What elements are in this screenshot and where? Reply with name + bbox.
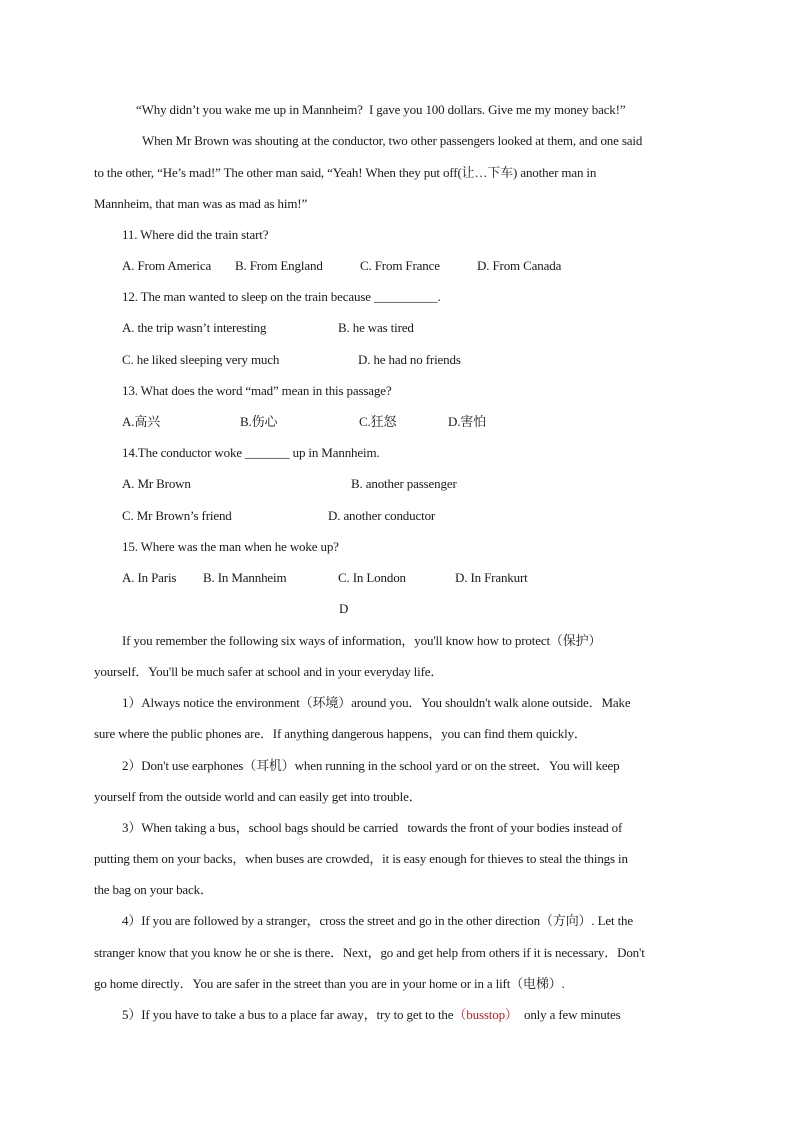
passage-line: 1）Always notice the environment（环境）around you．You shouldn't walk alone outside．Make <box>122 695 631 710</box>
passage-line: When Mr Brown was shouting at the conductor, two other passengers looked at them, and one said <box>142 133 643 148</box>
option-d: D. From Canada <box>477 258 562 273</box>
option-b: B. he was tired <box>338 320 414 335</box>
passage-line: the bag on your back． <box>94 882 213 897</box>
passage-line: stranger know that you know he or she is there．Next，go and get help from others if it is necessary．Don't <box>94 945 645 960</box>
option-b: B.伤心 <box>240 414 278 429</box>
passage-line: Mannheim, that man was as mad as him!” <box>94 196 308 211</box>
option-c: C. From France <box>360 258 440 273</box>
passage-line: “Why didn’t you wake me up in Mannheim? I gave you 100 dollars. Give me my money back!” <box>136 102 626 117</box>
passage-line <box>122 1007 621 1023</box>
option-b: B. From England <box>235 258 323 273</box>
option-d: D.害怕 <box>448 414 487 429</box>
passage-line: yourself from the outside world and can easily get into trouble． <box>94 789 422 804</box>
passage-line: putting them on your backs，when buses are crowded，it is easy enough for thieves to steal the things in <box>94 851 628 866</box>
passage-line: 2）Don't use earphones（耳机）when running in the school yard or on the street．You will keep <box>122 758 620 773</box>
question-stem: 13. What does the word “mad” mean in this passage? <box>122 383 392 398</box>
option-c: C. In London <box>338 570 406 585</box>
passage-line: 3）When taking a bus，school bags should be carried towards the front of your bodies instead of <box>122 820 623 835</box>
question-stem: 15. Where was the man when he woke up? <box>122 539 339 554</box>
question-stem: 11. Where did the train start? <box>122 227 269 242</box>
passage-line: 4）If you are followed by a stranger，cross the street and go in the other direction（方向）. Let the <box>122 913 634 928</box>
section-label: D <box>339 601 349 616</box>
question-stem: 14.The conductor woke _______ up in Mannheim. <box>122 445 380 460</box>
option-c: C.狂怒 <box>359 414 397 429</box>
option-d: D. another conductor <box>328 508 436 523</box>
option-c: C. he liked sleeping very much <box>122 352 280 367</box>
highlighted-word: （busstop） <box>453 1007 518 1022</box>
passage-line: sure where the public phones are．If anything dangerous happens，you can find them quickly． <box>94 726 587 741</box>
option-d: D. he had no friends <box>358 352 461 367</box>
passage-line: to the other, “He’s mad!” The other man said, “Yeah! When they put off(让…下车) another man in <box>94 165 597 180</box>
passage-text: 5）If you have to take a bus to a place far away，try to get to the <box>122 1007 454 1022</box>
passage-line: go home directly．You are safer in the street than you are in your home or in a lift（电梯）. <box>94 976 565 991</box>
option-a: A. the trip wasn’t interesting <box>122 320 267 335</box>
option-b: B. In Mannheim <box>203 570 287 585</box>
option-a: A.高兴 <box>122 414 161 429</box>
question-stem: 12. The man wanted to sleep on the train because __________. <box>122 289 441 304</box>
option-c: C. Mr Brown’s friend <box>122 508 232 523</box>
option-a: A. In Paris <box>122 570 177 585</box>
passage-line: If you remember the following six ways of information，you'll know how to protect（保护） <box>122 633 602 648</box>
option-b: B. another passenger <box>351 476 457 491</box>
option-d: D. In Frankurt <box>455 570 528 585</box>
option-a: A. From America <box>122 258 212 273</box>
option-a: A. Mr Brown <box>122 476 191 491</box>
passage-line: yourself．You'll be much safer at school and in your everyday life． <box>94 664 444 679</box>
passage-text: only a few minutes <box>517 1007 621 1022</box>
